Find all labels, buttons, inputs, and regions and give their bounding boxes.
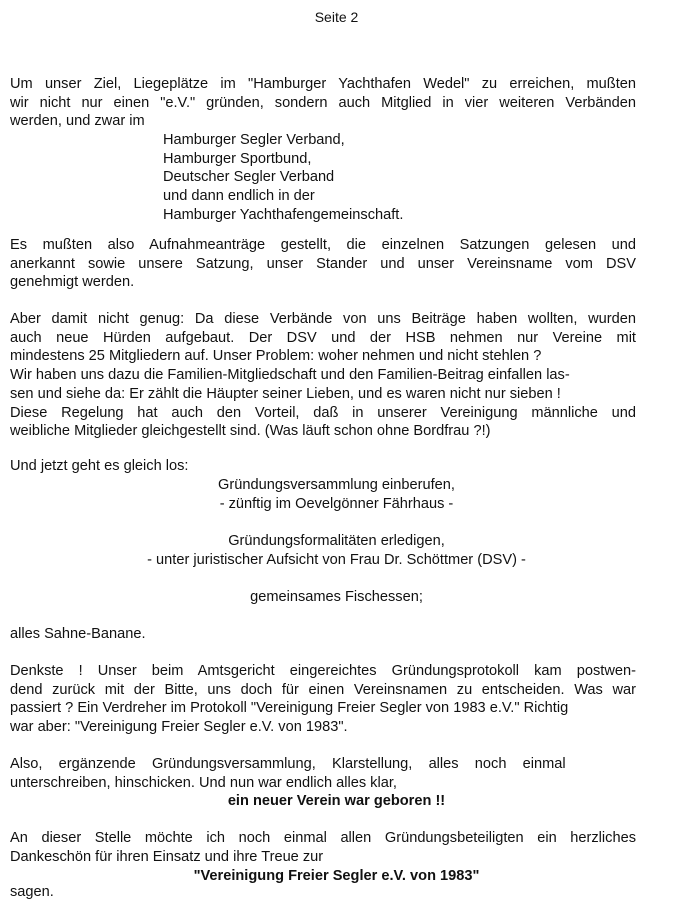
text-line: dend zurück mit der Bitte, uns doch für einen Vereinsnamen zu entscheiden. Was war bbox=[10, 681, 636, 698]
text-line: anerkannt sowie unsere Satzung, unser Stander und unser Vereinsname vom DSV bbox=[10, 255, 636, 272]
start-intro bbox=[10, 457, 636, 476]
text-line: Also, ergänzende Gründungsversammlung, Klarstellung, alles noch einmal bbox=[10, 756, 566, 772]
hurdles-paragraph bbox=[10, 310, 636, 441]
text-line: Und jetzt geht es gleich los: bbox=[10, 458, 189, 474]
text-line: passiert ? Ein Verdreher im Protokoll "Vereinigung Freier Segler von 1983 e.V." Richtig bbox=[10, 700, 569, 717]
association-item: Hamburger Yachthafengemeinschaft. bbox=[163, 206, 404, 223]
step-subitem: - unter juristischer Aufsicht von Frau Dr. Schöttmer (DSV) - bbox=[147, 551, 526, 568]
text-line: Es mußten also Aufnahmeanträge gestellt, die einzelnen Satzungen gelesen und bbox=[10, 237, 636, 253]
application-paragraph bbox=[10, 236, 636, 292]
association-list bbox=[163, 131, 563, 225]
association-item: Hamburger Sportbund, bbox=[163, 150, 312, 167]
closing-line bbox=[10, 883, 636, 902]
text-line: auch neue Hürden aufgebaut. Der DSV und der HSB nehmen nur Vereine mit bbox=[10, 329, 636, 346]
step-item: Gründungsversammlung einberufen, bbox=[218, 477, 455, 493]
founding-steps-3 bbox=[0, 588, 673, 607]
founding-steps bbox=[0, 476, 673, 513]
also-paragraph bbox=[10, 755, 636, 792]
text-line: ein neuer Verein war geboren !! bbox=[227, 793, 446, 809]
association-item: Hamburger Segler Verband, bbox=[163, 132, 345, 148]
text-line: Um unser Ziel, Liegeplätze im "Hamburger Yachthafen Wedel" zu erreichen, mußten bbox=[10, 76, 636, 92]
text-line: Diese Regelung hat auch den Vorteil, daß in unserer Vereinigung männliche und bbox=[10, 404, 636, 421]
text-line: war aber: "Vereinigung Freier Segler e.V. von 1983". bbox=[10, 719, 348, 736]
text-line: genehmigt werden. bbox=[10, 274, 135, 291]
page-number: Seite 2 bbox=[314, 9, 359, 25]
text-line: sen und siehe da: Er zählt die Häupter seiner Lieben, und es waren nicht nur sieben ! bbox=[10, 385, 561, 402]
denkste-paragraph bbox=[10, 662, 636, 737]
text-line: weibliche Mitglieder gleichgestellt sind. (Was läuft schon ohne Bordfrau ?!) bbox=[10, 423, 491, 440]
founding-steps-2 bbox=[0, 532, 673, 569]
intro-paragraph bbox=[10, 75, 636, 131]
text-line: Dankeschön für ihren Einsatz und ihre Treue zur bbox=[10, 848, 324, 865]
text-line: Aber damit nicht genug: Da diese Verbände von uns Beiträge haben wollten, wurden bbox=[10, 311, 636, 327]
thanks-paragraph bbox=[10, 829, 636, 866]
text-line: unterschreiben, hinschicken. Und nun war endlich alles klar, bbox=[10, 774, 397, 791]
text-line: An dieser Stelle möchte ich noch einmal allen Gründungsbeteiligten ein herzliches bbox=[10, 830, 636, 846]
text-line: wir nicht nur einen "e.V." gründen, sondern auch Mitglied in vier weiteren Verbänden bbox=[10, 94, 636, 111]
text-line: Wir haben uns dazu die Familien-Mitgliedschaft und den Familien-Beitrag einfallen las- bbox=[10, 367, 570, 384]
step-item: Gründungsformalitäten erledigen, bbox=[228, 533, 445, 549]
association-item: und dann endlich in der bbox=[163, 188, 315, 205]
text-line: Denkste ! Unser beim Amtsgericht eingereichtes Gründungsprotokoll kam postwen- bbox=[10, 663, 636, 679]
sahne-line bbox=[10, 625, 636, 644]
text-line: mindestens 25 Mitgliedern auf. Unser Problem: woher nehmen und nicht stehlen ? bbox=[10, 348, 542, 365]
text-line: werden, und zwar im bbox=[10, 113, 145, 130]
step-item: gemeinsames Fischessen; bbox=[250, 589, 423, 605]
association-item: Deutscher Segler Verband bbox=[163, 169, 335, 186]
text-line: "Vereinigung Freier Segler e.V. von 1983" bbox=[193, 868, 480, 884]
born-line bbox=[0, 792, 673, 811]
text-line: alles Sahne-Banane. bbox=[10, 626, 146, 642]
text-line: sagen. bbox=[10, 884, 54, 900]
step-subitem: - zünftig im Oevelgönner Fährhaus - bbox=[219, 495, 454, 512]
